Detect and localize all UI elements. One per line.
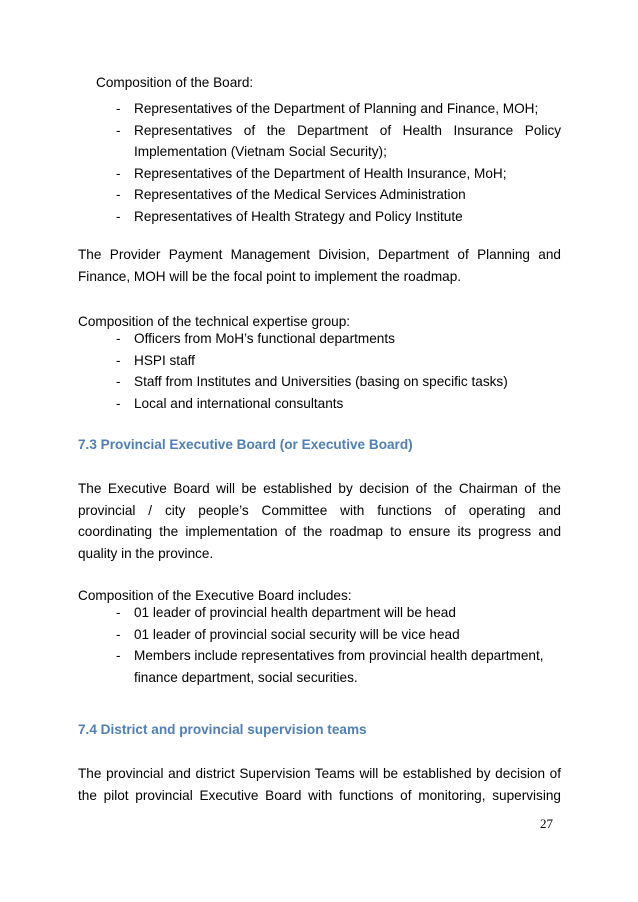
list-item-text: Officers from MoH’s functional departments [134, 331, 395, 346]
paragraph-line: coordinating the implementation of the roadmap to ensure its progress and [78, 524, 561, 539]
list-item [78, 624, 561, 646]
section-7-4-paragraph [78, 763, 561, 806]
paragraph-line: The provincial and district Supervision Teams will be established by decision of [78, 766, 561, 781]
focal-point-paragraph [78, 244, 561, 287]
list-item-text: 01 leader of provincial social security will be vice head [134, 626, 460, 642]
bullet-dash: - [116, 648, 121, 663]
bullet-dash: - [116, 331, 121, 346]
list-item-text: 01 leader of provincial health department will be head [134, 605, 456, 620]
bullet-dash: - [116, 395, 121, 411]
paragraph-line: the pilot provincial Executive Board with functions of monitoring, supervising [78, 787, 561, 803]
list-item-text: Representatives of the Medical Services Administration [134, 187, 466, 202]
list-item-text: Representatives of the Department of Health Insurance, MoH; [134, 165, 507, 181]
bullet-dash: - [116, 626, 121, 642]
list-item [78, 184, 561, 206]
composition-title-text: Composition of the Executive Board includes: [78, 588, 352, 603]
paragraph-line: provincial / city people’s Committee with functions of operating and [78, 502, 561, 518]
paragraph-line: The Executive Board will be established by decision of the Chairman of the [78, 481, 561, 496]
list-item [78, 602, 561, 624]
section-heading-7-3 [78, 434, 561, 456]
section-heading-text: 7.4 District and provincial supervision teams [78, 722, 367, 737]
bullet-dash: - [116, 208, 121, 224]
section-7-3-paragraph [78, 478, 561, 564]
list-item-continuation [78, 667, 561, 689]
list-item-text: Members include representatives from provincial health department, [134, 648, 544, 663]
bullet-dash: - [116, 352, 121, 368]
list-item-continuation [78, 141, 561, 163]
board-composition-list [78, 98, 561, 227]
section-heading-7-4 [78, 719, 561, 741]
list-item [78, 98, 561, 120]
list-item-text: Representatives of the Department of Health Insurance Policy [134, 122, 562, 138]
list-item-text: Staff from Institutes and Universities (basing on specific tasks) [134, 374, 508, 389]
section-heading-text: 7.3 Provincial Executive Board (or Executive Board) [78, 437, 413, 452]
page-number: 27 [540, 816, 553, 831]
list-item [78, 206, 561, 228]
board-composition-title [96, 72, 579, 94]
list-item [78, 120, 561, 142]
bullet-dash: - [116, 165, 121, 181]
list-item [78, 328, 561, 350]
board-composition-title-text: Composition of the Board: [96, 75, 254, 90]
list-item-text: HSPI staff [134, 352, 195, 368]
technical-group-title-text: Composition of the technical expertise group: [78, 314, 351, 329]
list-item-text: Representatives of Health Strategy and Policy Institute [134, 208, 463, 224]
list-item-text: Implementation (Vietnam Social Security); [134, 144, 387, 159]
bullet-dash: - [116, 187, 121, 202]
paragraph-line: The Provider Payment Management Division, Department of Planning and [78, 247, 561, 262]
list-item [78, 163, 561, 185]
bullet-dash: - [116, 122, 121, 138]
list-item-text: Local and international consultants [134, 395, 344, 411]
bullet-dash: - [116, 605, 121, 620]
paragraph-line: quality in the province. [78, 545, 214, 561]
executive-board-composition-list [78, 602, 561, 688]
list-item [78, 371, 561, 393]
list-item [78, 393, 561, 415]
paragraph-line: Finance, MOH will be the focal point to implement the roadmap. [78, 268, 462, 284]
technical-group-list [78, 328, 561, 414]
list-item-text: finance department, social securities. [134, 669, 358, 685]
list-item-text: Representatives of the Department of Planning and Finance, MOH; [134, 101, 539, 116]
bullet-dash: - [116, 101, 121, 116]
list-item [78, 645, 561, 667]
list-item [78, 350, 561, 372]
bullet-dash: - [116, 374, 121, 389]
